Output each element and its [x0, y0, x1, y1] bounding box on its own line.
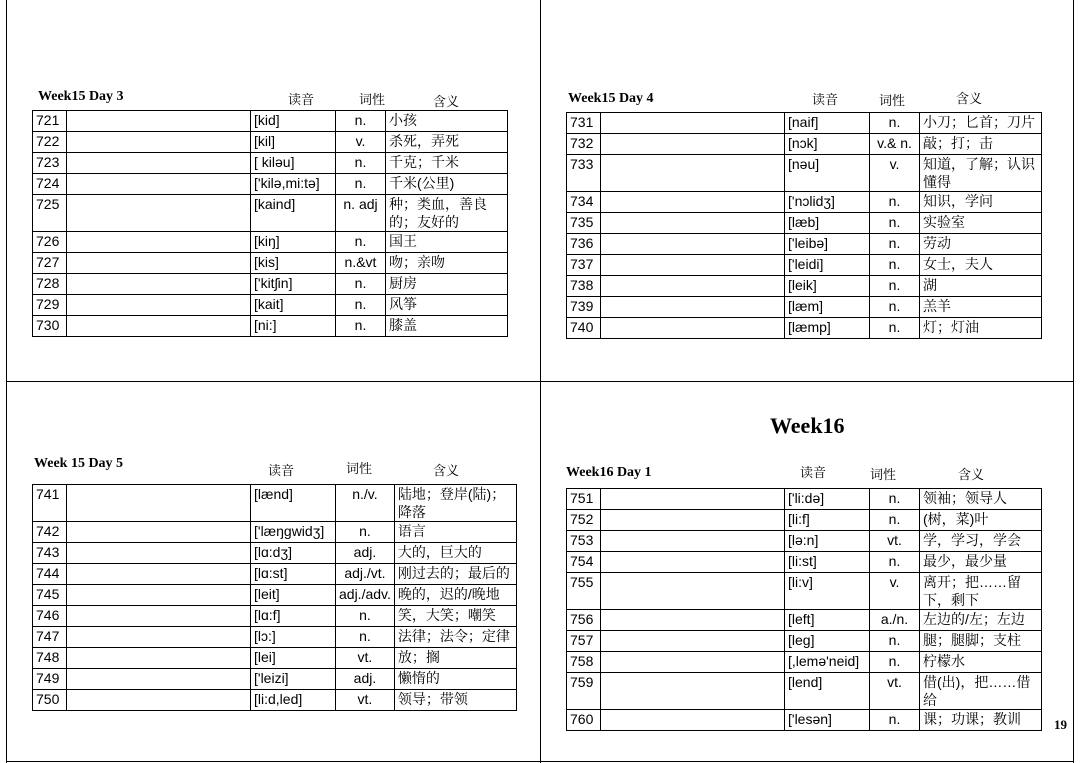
word-blank-cell	[601, 134, 785, 155]
word-meaning: 法律；法令；定律	[394, 627, 516, 648]
word-meaning: 小孩	[386, 111, 508, 132]
word-phonetic: [kiŋ]	[251, 232, 336, 253]
word-meaning: 实验室	[920, 213, 1042, 234]
word-meaning: 风筝	[386, 295, 508, 316]
table-row	[567, 155, 1042, 192]
word-meaning: 离开；把……留下，剩下	[920, 573, 1042, 610]
table-row	[33, 316, 508, 337]
word-phonetic: ['leibə]	[785, 234, 870, 255]
word-part-of-speech: adj.	[336, 543, 395, 564]
word-blank-cell	[601, 276, 785, 297]
word-number: 760	[567, 710, 601, 731]
word-phonetic: [lə:n]	[785, 531, 870, 552]
table-row	[33, 522, 517, 543]
word-part-of-speech: n.	[870, 255, 920, 276]
table-row	[567, 213, 1042, 234]
word-number: 757	[567, 631, 601, 652]
word-part-of-speech: vt.	[336, 690, 395, 711]
header-reading: 读音	[288, 92, 315, 107]
word-phonetic: [leg]	[785, 631, 870, 652]
word-meaning: 课；功课；教训	[920, 710, 1042, 731]
word-part-of-speech: n.	[870, 276, 920, 297]
word-phonetic: [lɑ:dʒ]	[251, 543, 336, 564]
word-meaning: (树，菜)叶	[920, 510, 1042, 531]
word-number: 732	[567, 134, 601, 155]
vocab-table	[32, 110, 508, 337]
word-part-of-speech: v.	[336, 132, 386, 153]
header-meaning: 含义	[956, 91, 983, 106]
word-part-of-speech: vt.	[336, 648, 395, 669]
word-part-of-speech: n.	[336, 111, 386, 132]
word-part-of-speech: n.	[336, 295, 386, 316]
word-number: 744	[33, 564, 67, 585]
word-phonetic: [lend]	[785, 673, 870, 710]
table-row	[567, 297, 1042, 318]
word-part-of-speech: n. adj	[336, 195, 386, 232]
word-blank-cell	[601, 234, 785, 255]
table-row	[33, 669, 517, 690]
word-blank-cell	[601, 155, 785, 192]
word-part-of-speech: n.	[870, 552, 920, 573]
word-number: 740	[567, 318, 601, 339]
word-part-of-speech: adj./adv.	[336, 585, 395, 606]
word-phonetic: [naif]	[785, 113, 870, 134]
word-phonetic: [kait]	[251, 295, 336, 316]
word-part-of-speech: n.	[870, 631, 920, 652]
word-number: 758	[567, 652, 601, 673]
word-phonetic: ['kitʃin]	[251, 274, 336, 295]
word-part-of-speech: adj.	[336, 669, 395, 690]
word-part-of-speech: n.	[336, 316, 386, 337]
word-part-of-speech: n.	[336, 153, 386, 174]
word-blank-cell	[67, 111, 251, 132]
word-phonetic: [kid]	[251, 111, 336, 132]
word-meaning: 左边的/左；左边	[920, 610, 1042, 631]
word-phonetic: ['li:də]	[785, 489, 870, 510]
word-part-of-speech: n.	[870, 213, 920, 234]
word-blank-cell	[601, 510, 785, 531]
word-number: 736	[567, 234, 601, 255]
word-number: 754	[567, 552, 601, 573]
table-row	[567, 489, 1042, 510]
table-row	[567, 573, 1042, 610]
word-part-of-speech: n.	[870, 113, 920, 134]
word-phonetic: ['lesən]	[785, 710, 870, 731]
word-phonetic: [læb]	[785, 213, 870, 234]
table-row	[567, 192, 1042, 213]
word-part-of-speech: n.	[870, 510, 920, 531]
word-phonetic: [læm]	[785, 297, 870, 318]
word-number: 759	[567, 673, 601, 710]
word-blank-cell	[67, 174, 251, 195]
word-number: 730	[33, 316, 67, 337]
word-number: 734	[567, 192, 601, 213]
word-part-of-speech: n.	[336, 606, 395, 627]
word-blank-cell	[67, 195, 251, 232]
table-row	[33, 606, 517, 627]
word-phonetic: [li:d,led]	[251, 690, 336, 711]
word-meaning: 劳动	[920, 234, 1042, 255]
word-blank-cell	[67, 627, 251, 648]
word-meaning: 知识，学问	[920, 192, 1042, 213]
word-blank-cell	[601, 297, 785, 318]
word-number: 739	[567, 297, 601, 318]
word-blank-cell	[601, 213, 785, 234]
word-part-of-speech: adj./vt.	[336, 564, 395, 585]
word-meaning: 陆地；登岸(陆)；降落	[394, 485, 516, 522]
word-number: 748	[33, 648, 67, 669]
word-blank-cell	[601, 531, 785, 552]
table-row	[33, 174, 508, 195]
word-blank-cell	[67, 648, 251, 669]
word-meaning: 刚过去的；最后的	[394, 564, 516, 585]
word-meaning: 厨房	[386, 274, 508, 295]
word-blank-cell	[67, 606, 251, 627]
word-number: 749	[33, 669, 67, 690]
word-number: 747	[33, 627, 67, 648]
word-phonetic: ['leizi]	[251, 669, 336, 690]
vocab-table	[32, 484, 517, 711]
header-reading: 读音	[800, 465, 827, 480]
word-phonetic: [lænd]	[251, 485, 336, 522]
table-row	[567, 134, 1042, 155]
panel-title: Week16 Day 1	[566, 465, 652, 480]
table-row	[567, 255, 1042, 276]
table-row	[33, 485, 517, 522]
word-phonetic: [lɔ:]	[251, 627, 336, 648]
panel-title: Week15 Day 4	[568, 91, 654, 106]
word-blank-cell	[601, 631, 785, 652]
word-part-of-speech: v.& n.	[870, 134, 920, 155]
table-row	[567, 652, 1042, 673]
word-meaning: 国王	[386, 232, 508, 253]
word-number: 724	[33, 174, 67, 195]
page-number: 19	[1054, 717, 1067, 732]
table-row	[33, 274, 508, 295]
word-part-of-speech: a./n.	[870, 610, 920, 631]
word-phonetic: ['leidi]	[785, 255, 870, 276]
word-number: 726	[33, 232, 67, 253]
word-phonetic: [kis]	[251, 253, 336, 274]
word-number: 751	[567, 489, 601, 510]
table-row	[33, 153, 508, 174]
word-part-of-speech: v.	[870, 155, 920, 192]
table-row	[33, 543, 517, 564]
word-meaning: 羔羊	[920, 297, 1042, 318]
header-meaning: 含义	[433, 463, 460, 478]
panel-title: Week15 Day 3	[38, 89, 124, 104]
table-row	[33, 690, 517, 711]
word-meaning: 灯；灯油	[920, 318, 1042, 339]
word-number: 755	[567, 573, 601, 610]
word-meaning: 晚的，迟的/晚地	[394, 585, 516, 606]
word-meaning: 放；搁	[394, 648, 516, 669]
word-phonetic: [leit]	[251, 585, 336, 606]
word-part-of-speech: n.	[870, 234, 920, 255]
word-number: 737	[567, 255, 601, 276]
word-meaning: 知道，了解；认识懂得	[920, 155, 1042, 192]
word-number: 727	[33, 253, 67, 274]
word-meaning: 千米(公里)	[386, 174, 508, 195]
word-phonetic: [leik]	[785, 276, 870, 297]
word-blank-cell	[601, 552, 785, 573]
word-number: 746	[33, 606, 67, 627]
vocab-table	[566, 488, 1042, 731]
word-part-of-speech: v.	[870, 573, 920, 610]
word-part-of-speech: n.	[336, 274, 386, 295]
table-row	[33, 627, 517, 648]
header-reading: 读音	[812, 92, 839, 107]
word-blank-cell	[601, 652, 785, 673]
word-meaning: 湖	[920, 276, 1042, 297]
word-blank-cell	[67, 564, 251, 585]
table-row	[33, 232, 508, 253]
word-meaning: 学，学习，学会	[920, 531, 1042, 552]
word-blank-cell	[67, 543, 251, 564]
word-part-of-speech: n.	[870, 652, 920, 673]
header-pos: 词性	[870, 467, 897, 482]
word-phonetic: ['læŋgwidʒ]	[251, 522, 336, 543]
word-meaning: 膝盖	[386, 316, 508, 337]
word-blank-cell	[67, 669, 251, 690]
word-phonetic: [li:f]	[785, 510, 870, 531]
vocab-table	[566, 112, 1042, 339]
table-row	[567, 234, 1042, 255]
word-part-of-speech: n.	[870, 489, 920, 510]
word-meaning: 领袖；领导人	[920, 489, 1042, 510]
word-part-of-speech: vt.	[870, 531, 920, 552]
word-phonetic: [nɔk]	[785, 134, 870, 155]
word-number: 731	[567, 113, 601, 134]
word-number: 752	[567, 510, 601, 531]
word-number: 750	[33, 690, 67, 711]
table-row	[567, 610, 1042, 631]
header-pos: 词性	[359, 92, 386, 107]
word-meaning: 敲；打；击	[920, 134, 1042, 155]
word-meaning: 吻；亲吻	[386, 253, 508, 274]
word-meaning: 笑，大笑；嘲笑	[394, 606, 516, 627]
word-blank-cell	[67, 316, 251, 337]
word-number: 722	[33, 132, 67, 153]
header-reading: 读音	[268, 463, 295, 478]
word-blank-cell	[601, 673, 785, 710]
word-phonetic: [li:v]	[785, 573, 870, 610]
word-blank-cell	[67, 690, 251, 711]
word-phonetic: [,lemə'neid]	[785, 652, 870, 673]
word-phonetic: [lei]	[251, 648, 336, 669]
word-number: 725	[33, 195, 67, 232]
word-number: 733	[567, 155, 601, 192]
word-part-of-speech: n.	[336, 174, 386, 195]
table-row	[567, 318, 1042, 339]
word-phonetic: [nəu]	[785, 155, 870, 192]
word-blank-cell	[67, 132, 251, 153]
word-number: 743	[33, 543, 67, 564]
word-blank-cell	[601, 710, 785, 731]
table-row	[567, 276, 1042, 297]
word-part-of-speech: n.	[336, 232, 386, 253]
word-meaning: 种；类血，善良的；友好的	[386, 195, 508, 232]
word-number: 723	[33, 153, 67, 174]
word-blank-cell	[601, 318, 785, 339]
word-blank-cell	[601, 610, 785, 631]
word-phonetic: [ni:]	[251, 316, 336, 337]
table-row	[33, 111, 508, 132]
word-part-of-speech: n./v.	[336, 485, 395, 522]
table-row	[567, 631, 1042, 652]
word-number: 742	[33, 522, 67, 543]
word-blank-cell	[67, 585, 251, 606]
word-blank-cell	[67, 153, 251, 174]
word-phonetic: [lɑ:f]	[251, 606, 336, 627]
panel-title: Week 15 Day 5	[34, 456, 124, 471]
header-pos: 词性	[879, 93, 906, 108]
word-meaning: 最少，最少量	[920, 552, 1042, 573]
word-number: 721	[33, 111, 67, 132]
word-meaning: 腿；腿脚；支柱	[920, 631, 1042, 652]
header-meaning: 含义	[958, 467, 985, 482]
table-row	[567, 710, 1042, 731]
word-blank-cell	[601, 255, 785, 276]
word-blank-cell	[67, 274, 251, 295]
word-blank-cell	[67, 295, 251, 316]
word-blank-cell	[601, 113, 785, 134]
header-meaning: 含义	[433, 94, 460, 109]
header-pos: 词性	[346, 461, 373, 476]
word-part-of-speech: n.	[336, 522, 395, 543]
word-phonetic: ['nɔlidʒ]	[785, 192, 870, 213]
word-phonetic: [kaind]	[251, 195, 336, 232]
word-phonetic: [li:st]	[785, 552, 870, 573]
word-phonetic: [left]	[785, 610, 870, 631]
table-row	[567, 510, 1042, 531]
word-blank-cell	[67, 522, 251, 543]
word-meaning: 懒惰的	[394, 669, 516, 690]
word-part-of-speech: n.&vt	[336, 253, 386, 274]
table-row	[33, 648, 517, 669]
word-blank-cell	[67, 253, 251, 274]
word-meaning: 语言	[394, 522, 516, 543]
table-row	[567, 531, 1042, 552]
word-blank-cell	[601, 489, 785, 510]
table-row	[567, 552, 1042, 573]
word-phonetic: ['kilə,mi:tə]	[251, 174, 336, 195]
table-row	[33, 564, 517, 585]
word-phonetic: [læmp]	[785, 318, 870, 339]
frame-bottom	[6, 761, 1074, 762]
word-blank-cell	[67, 485, 251, 522]
word-number: 741	[33, 485, 67, 522]
word-meaning: 领导；带领	[394, 690, 516, 711]
table-row	[33, 585, 517, 606]
frame-middle	[6, 381, 1074, 382]
word-phonetic: [kil]	[251, 132, 336, 153]
word-meaning: 大的，巨大的	[394, 543, 516, 564]
word-number: 729	[33, 295, 67, 316]
word-part-of-speech: n.	[870, 318, 920, 339]
word-blank-cell	[601, 192, 785, 213]
word-part-of-speech: vt.	[870, 673, 920, 710]
word-number: 753	[567, 531, 601, 552]
word-meaning: 借(出)，把……借给	[920, 673, 1042, 710]
word-number: 735	[567, 213, 601, 234]
word-part-of-speech: n.	[870, 297, 920, 318]
word-number: 756	[567, 610, 601, 631]
table-row	[567, 673, 1042, 710]
word-phonetic: [ kiləu]	[251, 153, 336, 174]
word-part-of-speech: n.	[336, 627, 395, 648]
table-row	[33, 253, 508, 274]
word-meaning: 杀死，弄死	[386, 132, 508, 153]
word-meaning: 千克；千米	[386, 153, 508, 174]
word-part-of-speech: n.	[870, 710, 920, 731]
word-number: 728	[33, 274, 67, 295]
word-blank-cell	[67, 232, 251, 253]
week-heading: Week16	[770, 413, 845, 438]
word-meaning: 女士，夫人	[920, 255, 1042, 276]
word-number: 745	[33, 585, 67, 606]
word-phonetic: [lɑ:st]	[251, 564, 336, 585]
word-blank-cell	[601, 573, 785, 610]
word-number: 738	[567, 276, 601, 297]
word-meaning: 柠檬水	[920, 652, 1042, 673]
table-row	[567, 113, 1042, 134]
table-row	[33, 195, 508, 232]
word-meaning: 小刀；匕首；刀片	[920, 113, 1042, 134]
table-row	[33, 295, 508, 316]
table-row	[33, 132, 508, 153]
word-part-of-speech: n.	[870, 192, 920, 213]
